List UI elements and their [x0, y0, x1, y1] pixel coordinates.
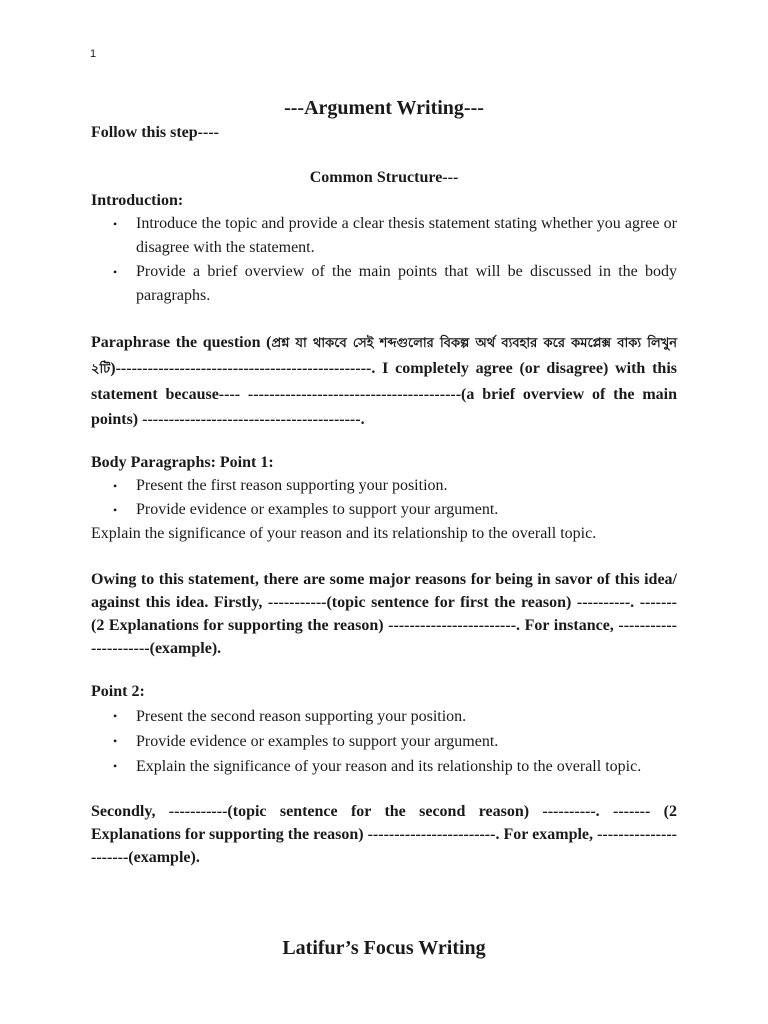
bullet-text: Provide evidence or examples to support your argument.	[136, 733, 499, 750]
bullet-text: Introduce the topic and provide a clear thesis statement stating whether you agree or disagree with the statement.	[136, 215, 677, 256]
point2-bullets	[91, 704, 677, 779]
paraphrase-bengali: প্রশ্ন যা থাকবে সেই শব্দগুলোর বিকল্প অর্থ ব্যবহার করে কমপ্লেক্স বাক্য লিখুন ২টি	[91, 336, 677, 377]
bullet-icon: •	[113, 503, 118, 517]
list-item	[91, 212, 677, 260]
bullet-text: Provide evidence or examples to support your argument.	[136, 501, 499, 518]
page-number: 1	[90, 48, 97, 60]
bullet-icon: •	[113, 709, 118, 723]
paraphrase-rest: )------------------------------------------------. I completely agree (or disagree) with this statement because---- ----------------------------------------(a brief overview of the main points) -----------------------------------------.	[91, 360, 677, 428]
paraphrase-paragraph	[91, 330, 677, 432]
list-item	[91, 474, 677, 498]
list-item	[91, 754, 677, 779]
secondly-paragraph: Secondly, -----------(topic sentence for the second reason) ----------. ------- (2 Explanations for supporting the reason) ------------------------. For example, ----------------------(example).	[91, 803, 677, 866]
common-structure-heading: Common Structure---	[309, 169, 459, 186]
bullet-icon: •	[113, 759, 118, 773]
bullet-icon: •	[113, 265, 118, 279]
list-item	[91, 260, 677, 308]
paraphrase-lead: Paraphrase the question (	[91, 334, 272, 351]
body-point1-bullets	[91, 474, 677, 522]
footer-brand: Latifur’s Focus Writing	[282, 937, 486, 959]
body-point1-explain: Explain the significance of your reason and its relationship to the overall topic.	[91, 525, 597, 542]
bullet-text: Explain the significance of your reason and its relationship to the overall topic.	[136, 758, 642, 775]
list-item	[91, 729, 677, 754]
point2-heading: Point 2:	[91, 683, 145, 700]
owing-paragraph: Owing to this statement, there are some major reasons for being in savor of this idea/ against this idea. Firstly, -----------(topic sentence for first the reason) ----------. ------- (2 Explanations for supporting the reason) ------------------------. For instance, ----------------------(example).	[91, 571, 677, 657]
intro-line: Follow this step----	[91, 124, 219, 141]
body-point1-heading: Body Paragraphs: Point 1:	[91, 454, 274, 471]
bullet-icon: •	[113, 217, 118, 231]
page-title: ---Argument Writing---	[284, 97, 484, 119]
bullet-icon: •	[113, 734, 118, 748]
bullet-text: Provide a brief overview of the main points that will be discussed in the body paragraphs.	[136, 263, 677, 304]
bullet-text: Present the second reason supporting your position.	[136, 708, 467, 725]
introduction-bullets	[91, 212, 677, 308]
introduction-heading: Introduction:	[91, 192, 184, 209]
list-item	[91, 704, 677, 729]
bullet-text: Present the first reason supporting your position.	[136, 477, 448, 494]
list-item	[91, 498, 677, 522]
bullet-icon: •	[113, 479, 118, 493]
